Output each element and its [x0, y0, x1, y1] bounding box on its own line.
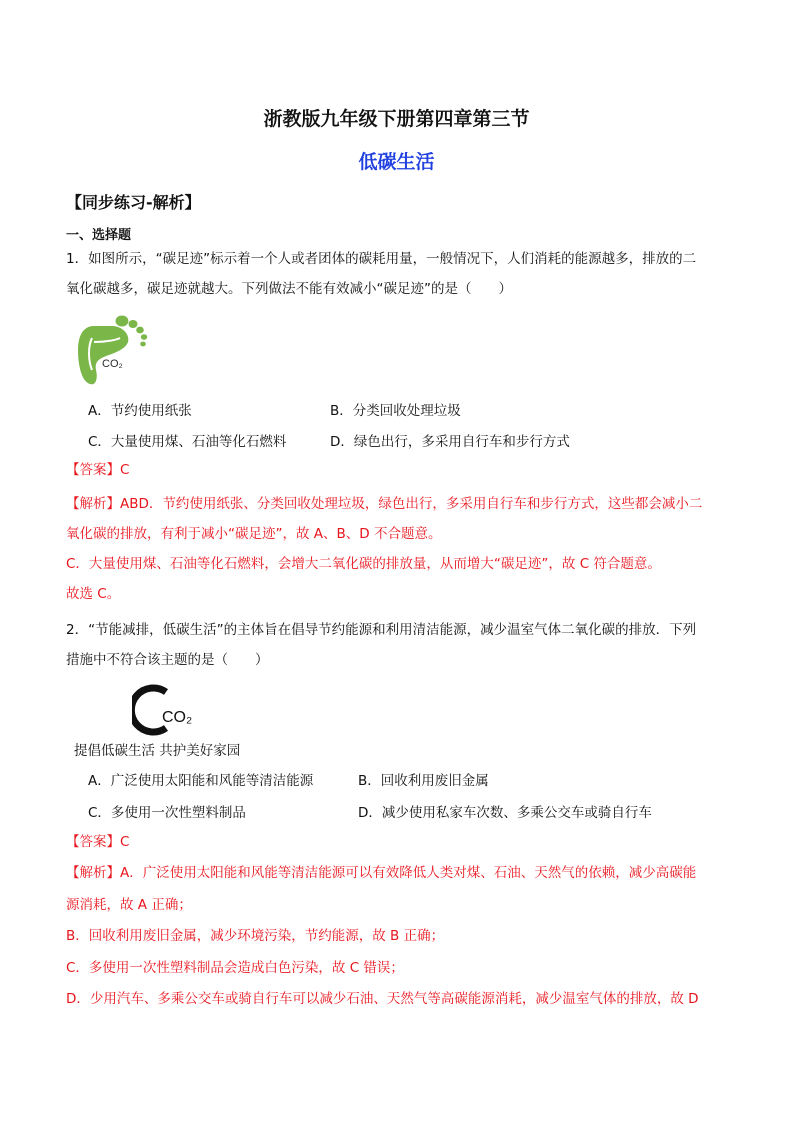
q2-option-c: C．多使用一次性塑料制品	[88, 805, 246, 821]
document-title: 浙教版九年级下册第四章第三节	[263, 108, 530, 130]
document-subtitle: 低碳生活	[358, 151, 435, 173]
question-2-text	[66, 615, 728, 675]
q1-option-a: A．节约使用纸张	[88, 403, 192, 419]
q1-answer	[66, 455, 728, 485]
q2-analysis-line-4: C．多使用一次性塑料制品会造成白色污染，故 C 错误；	[66, 959, 404, 976]
q2-answer-label: 【答案】	[66, 834, 120, 850]
question-1-text	[66, 244, 728, 304]
q2-option-d: D．减少使用私家车次数、多乘公交车或骑自行车	[358, 805, 652, 821]
q1-analysis-label: 【解析】	[66, 496, 120, 512]
q2-option-a: A．广泛使用太阳能和风能等清洁能源	[88, 773, 314, 789]
logo-caption: 提倡低碳生活 共护美好家园	[74, 743, 241, 759]
footprint-co2-label: CO₂	[102, 358, 123, 370]
q1-conclusion: 故选 C。	[66, 586, 121, 602]
section-heading: 一、选择题	[66, 228, 132, 243]
q2-analysis-line-2: 源消耗，故 A 正确；	[66, 896, 192, 913]
low-carbon-logo	[132, 684, 212, 736]
q2-analysis-line-1	[66, 858, 728, 890]
q1-analysis-text-1: ABD．节约使用纸张、分类回收处理垃圾，绿色出行，多采用自行车和步行方式，这些都会减小二	[120, 496, 703, 512]
question-2-line-1: 2．“节能减排，低碳生活”的主体旨在倡导节约能源和利用清洁能源，减少温室气体二氧化碳的排放．下列	[66, 622, 697, 638]
q1-option-d: D．绿色出行，多采用自行车和步行方式	[330, 434, 570, 450]
footprint-icon	[72, 312, 148, 386]
question-1-line-2: 氧化碳越多，碳足迹就越大。下列做法不能有效减小“碳足迹”的是（ ）	[66, 281, 512, 297]
q2-answer-value: C	[120, 834, 130, 850]
carbon-footprint-image	[72, 312, 148, 386]
q1-answer-value: C	[120, 462, 130, 478]
q2-analysis-text-1: A．广泛使用太阳能和风能等清洁能源可以有效降低人类对煤、石油、天然气的依赖，减少高碳能	[120, 865, 697, 881]
question-1-line-1: 1．如图所示，“碳足迹”标示着一个人或者团体的碳耗用量，一般情况下，人们消耗的能源越多，排放的二	[66, 251, 697, 267]
q2-analysis	[66, 858, 728, 1016]
q1-analysis-line-3: C．大量使用煤、石油等化石燃料，会增大二氧化碳的排放量，从而增大“碳足迹”，故 C 符合题意。	[66, 556, 661, 572]
q1-analysis-line-1	[66, 489, 728, 519]
q2-analysis-label: 【解析】	[66, 865, 120, 881]
q1-option-c: C．大量使用煤、石油等化石燃料	[88, 434, 287, 450]
question-2-line-2: 措施中不符合该主题的是（ ）	[66, 652, 269, 668]
q1-analysis	[66, 489, 728, 609]
q2-analysis-line-3: B．回收利用废旧金属，减少环境污染，节约能源，故 B 正确；	[66, 928, 445, 944]
q2-answer	[66, 827, 728, 857]
co2-logo-icon	[132, 684, 212, 736]
q2-option-b: B．回收利用废旧金属	[358, 773, 489, 789]
exercise-heading: 【同步练习-解析】	[66, 193, 201, 212]
q1-answer-label: 【答案】	[66, 462, 120, 478]
q2-analysis-line-5: D．少用汽车、多乘公交车或骑自行车可以减少石油、天然气等高碳能源消耗，减少温室气体的排放，故 D	[66, 991, 699, 1007]
logo-co2-label: CO₂	[162, 709, 193, 726]
q1-option-b: B．分类回收处理垃圾	[330, 403, 461, 419]
q1-analysis-line-2: 氧化碳的排放，有利于减小“碳足迹”，故 A、B、D 不合题意。	[66, 526, 442, 542]
